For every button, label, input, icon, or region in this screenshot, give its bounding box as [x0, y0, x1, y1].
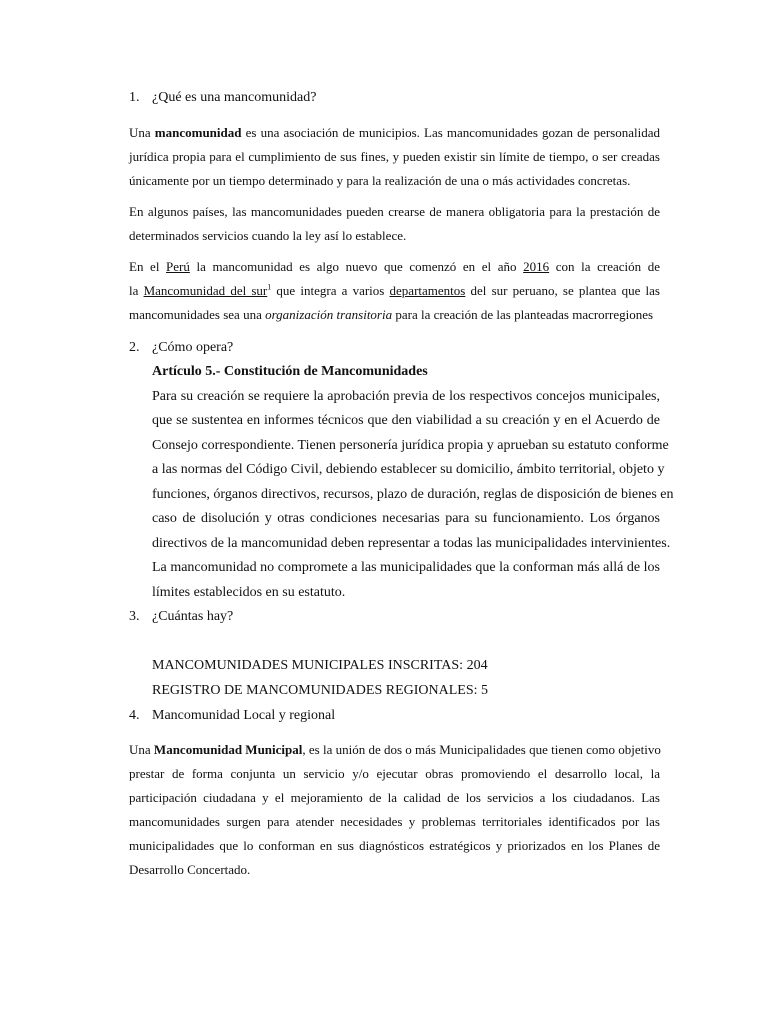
- stat-municipal-count: MANCOMUNIDADES MUNICIPALES INSCRITAS: 204: [152, 658, 488, 673]
- section-4-paragraph-line: participación ciudadana y el mejoramiento de la calidad de los servicios a los ciudadanos. Las: [129, 790, 660, 805]
- link-year[interactable]: 2016: [523, 259, 550, 274]
- section-4-paragraph-last-line: Desarrollo Concertado.: [129, 862, 251, 877]
- section-4-number: 4.: [129, 708, 140, 723]
- section-1-number: 1.: [129, 90, 140, 105]
- section-4-paragraph-line-1: Una Mancomunidad Municipal, es la unión de dos o más Municipalidades que tienen como objetivo: [129, 742, 661, 757]
- section-4-paragraph-line: mancomunidades surgen para atender necesidades y problemas territoriales identificados por las: [129, 814, 660, 829]
- article-title: Artículo 5.- Constitución de Mancomunidades: [152, 364, 428, 379]
- section-3-number: 3.: [129, 609, 140, 624]
- section-1-heading: ¿Qué es una mancomunidad?: [152, 90, 317, 105]
- stat-regional-count: REGISTRO DE MANCOMUNIDADES REGIONALES: 5: [152, 683, 488, 698]
- article-line: funciones, órganos directivos, recursos, plazo de duración, reglas de disposición de bienes en: [152, 487, 674, 502]
- section-2-heading: ¿Cómo opera?: [152, 340, 234, 355]
- article-line: directivos de la mancomunidad deben representar a todas las municipalidades intervinientes.: [152, 536, 671, 551]
- article-line: límites establecidos en su estatuto.: [152, 585, 346, 600]
- section-1-paragraph-3-line-1: En el Perú la mancomunidad es algo nuevo que comenzó en el año 2016 con la creación de: [129, 259, 660, 274]
- section-2-number: 2.: [129, 340, 140, 355]
- bold-term: mancomunidad: [154, 125, 242, 140]
- link-peru[interactable]: Perú: [166, 259, 190, 274]
- article-line: La mancomunidad no compromete a las municipalidades que la conforman más allá de los: [152, 560, 660, 575]
- section-1-paragraph-1-line-3: únicamente por un tiempo determinado y para la realización de una o más actividades concretas.: [129, 173, 631, 188]
- section-1-paragraph-2-line-1: En algunos países, las mancomunidades pueden crearse de manera obligatoria para la prestación de: [129, 204, 660, 219]
- section-1-paragraph-1-line-1: Una mancomunidad es una asociación de municipios. Las mancomunidades gozan de personalidad: [129, 125, 660, 140]
- footnote-marker: 1: [267, 282, 272, 292]
- section-3-heading: ¿Cuántas hay?: [152, 609, 234, 624]
- section-4-paragraph-line: municipalidades que lo conforman en sus diagnósticos estratégicos y priorizados en los Planes de: [129, 838, 660, 853]
- section-1-paragraph-1-line-2: jurídica propia para el cumplimiento de sus fines, y pueden existir sin límite de tiempo, o ser creadas: [129, 149, 660, 164]
- section-1-paragraph-3-line-2: la Mancomunidad del sur$^1$ que integra a varios departamentos del sur peruano, se plantea que las: [129, 282, 660, 298]
- italic-term: organización transitoria: [265, 307, 393, 322]
- article-line: Consejo correspondiente. Tienen personería jurídica propia y aprueban su estatuto conforme: [152, 438, 669, 453]
- article-line: a las normas del Código Civil, debiendo establecer su domicilio, ámbito territorial, objeto y: [152, 462, 665, 477]
- link-departamentos[interactable]: departamentos: [389, 283, 466, 298]
- article-line: que se sustentea en informes técnicos que den viabilidad a su creación y en el Acuerdo de: [152, 413, 660, 428]
- section-1-paragraph-2-line-2: determinados servicios cuando la ley así lo establece.: [129, 228, 407, 243]
- article-line: Para su creación se requiere la aprobación previa de los respectivos concejos municipales,: [152, 389, 660, 404]
- section-4-paragraph-line: prestar de forma conjunta un servicio y/o ejecutar obras promoviendo el desarrollo local, la: [129, 766, 660, 781]
- bold-term: Mancomunidad Municipal: [153, 742, 303, 757]
- link-mancomunidad-del-sur[interactable]: Mancomunidad del sur: [143, 283, 268, 298]
- section-1-paragraph-3-line-3: mancomunidades sea una organización transitoria para la creación de las planteadas macrorregiones: [129, 307, 654, 322]
- article-line: caso de disolución y otras condiciones necesarias para su funcionamiento. Los órganos: [152, 511, 660, 526]
- section-4-heading: Mancomunidad Local y regional: [152, 708, 336, 723]
